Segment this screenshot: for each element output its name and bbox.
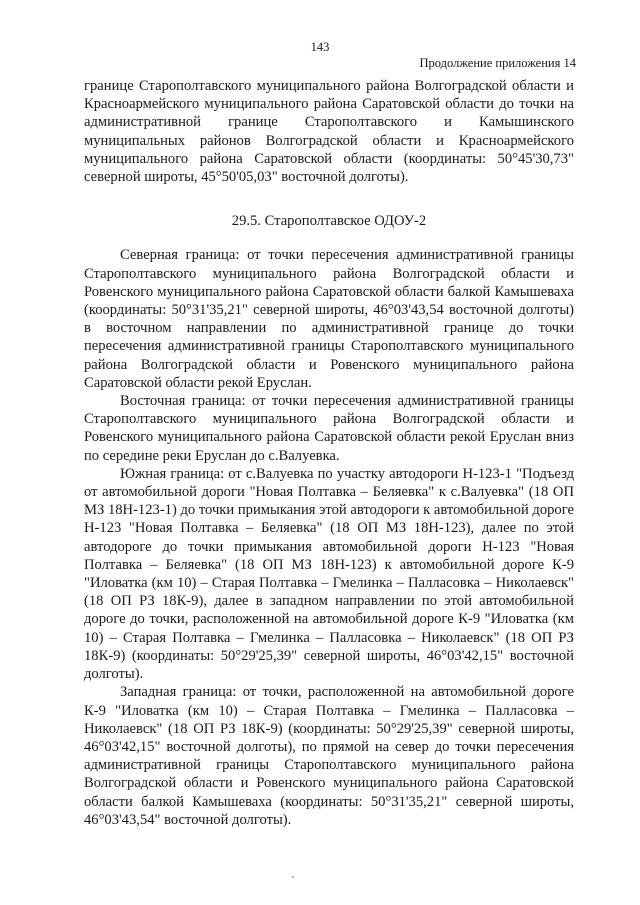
paragraph-north-border: Северная граница: от точки пересечения административной границы Старополтавского муниципального района Волгоградской области и Ровенского муниципального района Саратовской области балкой Камышеваха (координаты: 50°31'35,21" северной широты, 46°03'43,54 восточной долготы) в восточном направлении по административной границе до точки пересечения административной границы Старополтавского муниципального района Волгоградской области и Ровенского муниципального района Саратовской области рекой Еруслан. <box>84 247 574 391</box>
paragraph-south-border: Южная граница: от с.Валуевка по участку автодороги Н-123-1 "Подъезд от автомобильной дороги "Новая Полтавка – Беляевка" к с.Валуевка" (18 ОП МЗ 18Н-123-1) до точки примыкания этой автодороги к автомобильной дороге Н-123 "Новая Полтавка – Беляевка" (18 ОП МЗ 18Н-123), далее по этой автодороге до точки примыкания автомобильной дороги Н-123 "Новая Полтавка – Беляевка" (18 ОП МЗ 18Н-123) к автомобильной дороге К-9 "Иловатка (км 10) – Старая Полтавка – Гмелинка – Палласовка – Николаевск" (18 ОП РЗ 18К-9), далее в западном направлении по этой автомобильной дороге до точки, расположенной на автомобильной дороге К-9 "Иловатка (км 10) – Старая Полтавка – Гмелинка – Палласовка – Николаевск" (18 ОП РЗ 18К-9) (координаты: 50°29'25,39" северной широты, 46°03'42,15" восточной долготы). <box>84 465 574 683</box>
appendix-note: Продолжение приложения 14 <box>419 56 576 70</box>
scan-speck <box>292 876 294 878</box>
document-body <box>84 77 574 829</box>
intro-paragraph: границе Старополтавского муниципального района Волгоградской области и Красноармейского муниципального района Саратовской области до точки на административной границе Старополтавского и Камышинского муниципальных районов Волгоградской области и Красноармейского муниципального района Саратовской области (координаты: 50°45'30,73" северной широты, 45°50'05,03" восточной долготы). <box>84 78 574 186</box>
page-number: 143 <box>310 40 330 54</box>
paragraph-west-border: Западная граница: от точки, расположенной на автомобильной дороге К-9 "Иловатка (км 10) – Старая Полтавка – Гмелинка – Палласовка – Николаевск" (18 ОП РЗ 18К-9) (координаты: 50°29'25,39" северной широты, 46°03'42,15" восточной долготы), по прямой на север до точки пересечения административной границы Старополтавского муниципального района Волгоградской области и Ровенского муниципального района Саратовской области балкой Камышеваха (координаты: 50°31'35,21" северной широты, 46°03'43,54" восточной долготы). <box>84 684 574 828</box>
section-title: 29.5. Старополтавское ОДОУ-2 <box>231 213 427 230</box>
paragraph-east-border: Восточная граница: от точки пересечения административной границы Старополтавского муниципального района Волгоградской области и Ровенского муниципального района Саратовской области рекой Еруслан вниз по середине реки Еруслан до с.Валуевка. <box>84 393 574 464</box>
